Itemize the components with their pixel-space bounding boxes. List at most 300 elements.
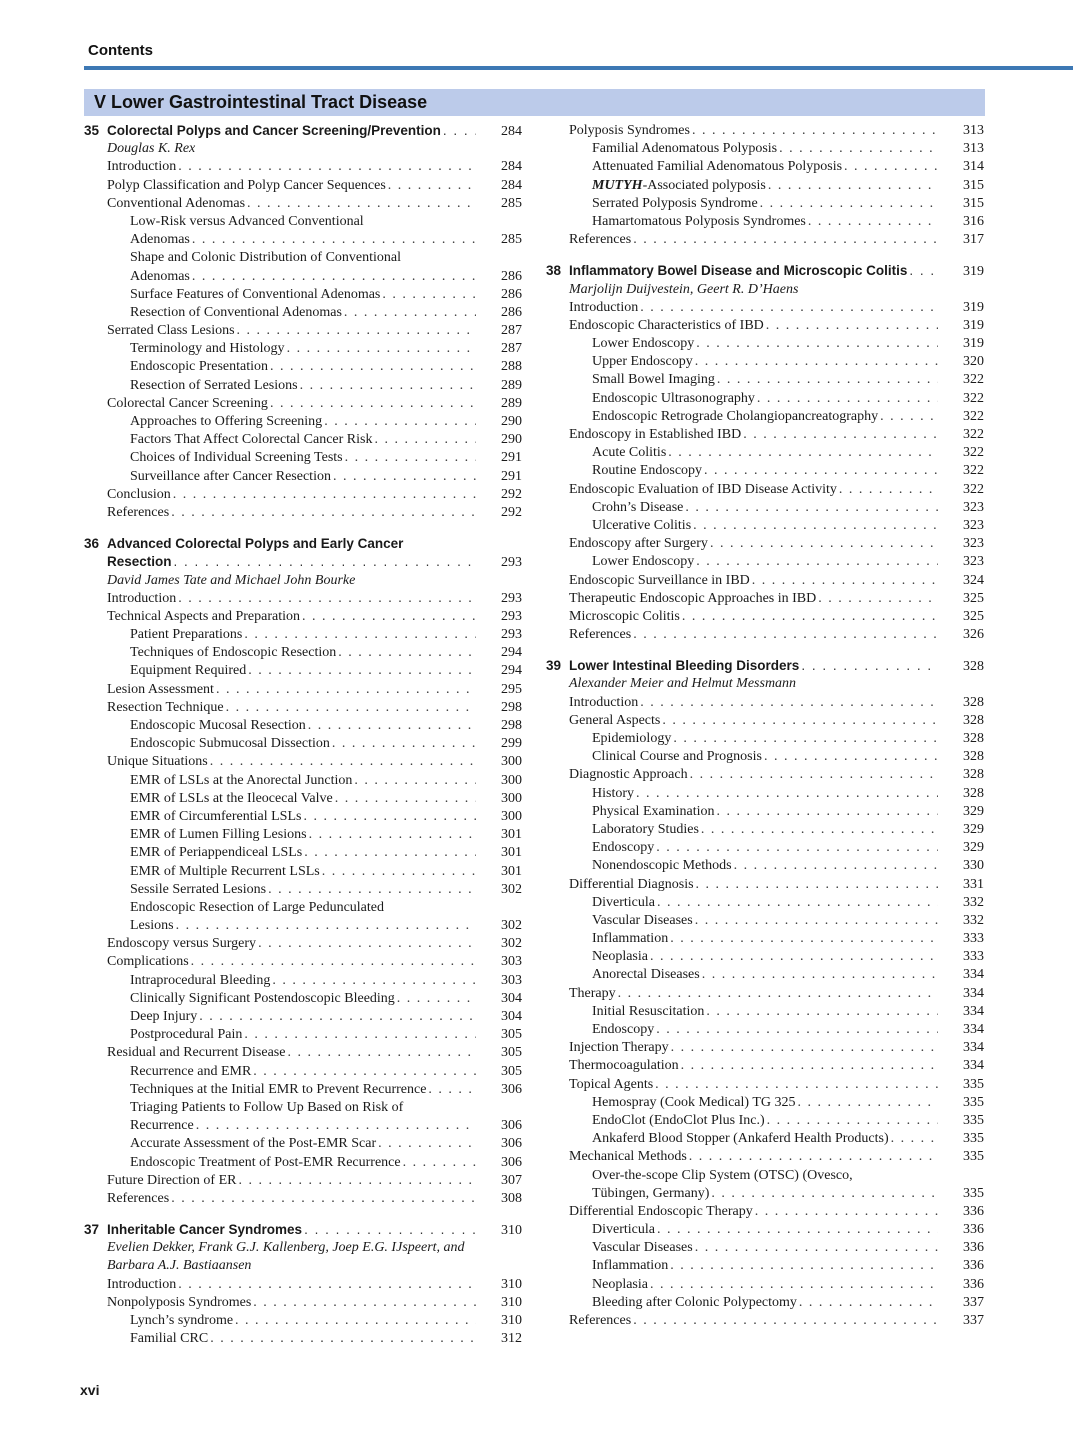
toc-section-entry[interactable] <box>546 1203 984 1221</box>
toc-entry-title: Unique Situations <box>107 754 208 770</box>
toc-subsection-entry[interactable] <box>84 1026 522 1044</box>
toc-subsection-entry[interactable] <box>84 808 522 826</box>
toc-page-number: 335 <box>963 1131 984 1147</box>
toc-subsection-entry[interactable] <box>84 917 522 935</box>
dot-leader <box>696 335 938 353</box>
toc-entry-title: Tübingen, Germany) <box>592 1185 710 1201</box>
section-gap <box>546 249 984 262</box>
toc-page-number: 333 <box>963 949 984 965</box>
toc-subsection-entry[interactable] <box>84 990 522 1008</box>
dot-leader <box>235 1312 476 1330</box>
toc-page-number: 317 <box>963 232 984 248</box>
dot-leader <box>734 857 938 875</box>
toc-section-entry[interactable] <box>546 231 984 249</box>
toc-page-number: 292 <box>501 504 522 520</box>
toc-page-number: 300 <box>501 754 522 770</box>
toc-section-entry[interactable] <box>546 299 984 317</box>
toc-entry-title: EMR of Multiple Recurrent LSLs <box>130 863 320 879</box>
toc-subsection-entry[interactable] <box>84 468 522 486</box>
toc-page-number: 325 <box>963 608 984 624</box>
toc-subsection-entry[interactable] <box>546 517 984 535</box>
dot-leader <box>332 735 476 753</box>
toc-section-entry[interactable] <box>546 572 984 590</box>
toc-subsection-entry[interactable] <box>546 1294 984 1312</box>
toc-entry-title: Familial Adenomatous Polyposis <box>592 141 778 157</box>
toc-page-number: 335 <box>963 1149 984 1165</box>
toc-subsection-entry[interactable] <box>546 1021 984 1039</box>
toc-section-entry[interactable] <box>84 1172 522 1190</box>
chapter-authors: Barbara A.J. Bastiaansen <box>107 1258 252 1274</box>
dot-leader <box>171 504 476 522</box>
toc-page-number: 337 <box>963 1294 984 1310</box>
toc-page-number: 303 <box>501 954 522 970</box>
toc-entry-title: Inflammation <box>592 1258 669 1274</box>
toc-entry-title: Crohn’s Disease <box>592 499 684 515</box>
chapter-number: 36 <box>84 536 100 552</box>
toc-page-number: 329 <box>963 803 984 819</box>
toc-subsection-entry[interactable] <box>546 1239 984 1257</box>
dot-leader <box>171 1190 476 1208</box>
toc-entry-title: Residual and Recurrent Disease <box>107 1045 286 1061</box>
toc-section-entry[interactable] <box>546 1076 984 1094</box>
dot-leader <box>880 408 938 426</box>
toc-entry-title: Neoplasia <box>592 949 648 965</box>
toc-page-number: 289 <box>501 377 522 393</box>
toc-column-right <box>546 122 984 1330</box>
dot-leader <box>706 1003 938 1021</box>
toc-page-number: 337 <box>963 1313 984 1328</box>
dot-leader <box>717 371 938 389</box>
toc-subsection-entry[interactable] <box>546 390 984 408</box>
dot-leader <box>199 1008 476 1026</box>
toc-page-number: 291 <box>501 468 522 484</box>
dot-leader <box>764 748 938 766</box>
toc-subsection-entry[interactable] <box>84 1008 522 1026</box>
toc-page-number: 323 <box>963 554 984 570</box>
dot-leader <box>655 1076 938 1094</box>
toc-subsection-entry[interactable] <box>84 772 522 790</box>
dot-leader <box>304 1221 476 1239</box>
toc-entry-title: Anorectal Diseases <box>592 967 700 983</box>
toc-subsection-entry[interactable] <box>546 1185 984 1203</box>
toc-section-entry[interactable] <box>84 1276 522 1294</box>
toc-subsection-entry[interactable] <box>546 1276 984 1294</box>
dot-leader <box>670 1257 938 1275</box>
dot-leader <box>716 803 938 821</box>
toc-subsection-entry[interactable] <box>546 335 984 353</box>
dot-leader <box>258 935 476 953</box>
dot-leader <box>818 590 938 608</box>
toc-chapter-entry[interactable] <box>84 1221 522 1239</box>
toc-subsection-entry[interactable] <box>546 821 984 839</box>
toc-subsection-entry[interactable] <box>546 748 984 766</box>
toc-page-number: 306 <box>501 1154 522 1170</box>
toc-section-entry[interactable] <box>546 712 984 730</box>
toc-page-number: 303 <box>501 972 522 988</box>
toc-entry-title: Endoscopic Characteristics of IBD <box>569 317 764 333</box>
toc-section-entry[interactable] <box>84 935 522 953</box>
toc-subsection-entry[interactable] <box>84 881 522 899</box>
toc-subsection-entry[interactable] <box>546 803 984 821</box>
toc-entry-title: Over-the-scope Clip System (OTSC) (Ovesco, <box>592 1167 853 1183</box>
toc-page-number: 304 <box>501 1009 522 1024</box>
toc-entry-title: Future Direction of ER <box>107 1172 237 1188</box>
toc-section-entry[interactable] <box>546 1312 984 1330</box>
toc-subsection-entry[interactable] <box>546 1130 984 1148</box>
toc-entry-title: Polyp Classification and Polyp Cancer Sequences <box>107 177 386 193</box>
toc-page-number: 310 <box>501 1276 522 1292</box>
toc-subsection-entry[interactable] <box>84 735 522 753</box>
toc-entry-title: Lower Intestinal Bleeding Disorders <box>569 658 800 674</box>
toc-subsection-entry[interactable] <box>546 408 984 426</box>
toc-section-entry[interactable] <box>84 158 522 176</box>
toc-entry-title: Diverticula <box>592 1222 655 1238</box>
toc-subsection-entry[interactable] <box>84 644 522 662</box>
toc-section-entry[interactable] <box>546 426 984 444</box>
toc-subsection-entry[interactable] <box>546 553 984 571</box>
toc-subsection-entry[interactable] <box>84 213 522 231</box>
dot-leader <box>695 912 938 930</box>
dot-leader <box>668 444 938 462</box>
toc-page-number: 310 <box>501 1223 522 1239</box>
toc-subsection-entry[interactable] <box>546 966 984 984</box>
toc-entry-title: Endoscopic Evaluation of IBD Disease Activity <box>569 481 837 497</box>
toc-page-number: 324 <box>963 572 984 588</box>
toc-section-entry[interactable] <box>84 322 522 340</box>
toc-page-number: 285 <box>501 232 522 248</box>
dot-leader <box>173 486 476 504</box>
toc-page-number: 335 <box>963 1185 984 1201</box>
toc-entry-title: Low-Risk versus Advanced Conventional <box>130 213 364 229</box>
chapter-authors: David James Tate and Michael John Bourke <box>107 572 356 588</box>
toc-entry-title: Neoplasia <box>592 1276 648 1292</box>
toc-entry-title: Endoscopy <box>592 1022 655 1037</box>
toc-page-number: 301 <box>501 827 522 843</box>
toc-entry-title: Topical Agents <box>569 1076 654 1092</box>
toc-subsection-entry[interactable] <box>546 213 984 231</box>
toc-subsection-entry[interactable] <box>84 1099 522 1117</box>
toc-subsection-entry[interactable] <box>546 948 984 966</box>
toc-page-number: 298 <box>501 718 522 733</box>
toc-page-number: 332 <box>963 894 984 910</box>
toc-subsection-entry[interactable] <box>84 1081 522 1099</box>
toc-section-entry[interactable] <box>84 1294 522 1312</box>
toc-entry-title: References <box>569 232 632 248</box>
toc-subsection-entry[interactable] <box>84 413 522 431</box>
toc-subsection-entry[interactable] <box>84 268 522 286</box>
toc-subsection-entry[interactable] <box>546 785 984 803</box>
dot-leader <box>178 590 476 608</box>
toc-subsection-entry[interactable] <box>84 1312 522 1330</box>
toc-entry-title: Serrated Polyposis Syndrome <box>592 195 758 211</box>
toc-chapter-entry[interactable] <box>546 262 984 280</box>
toc-subsection-entry[interactable] <box>84 1135 522 1153</box>
dot-leader <box>216 681 476 699</box>
toc-page-number: 302 <box>501 881 522 897</box>
toc-entry-title: Introduction <box>107 590 177 606</box>
toc-subsection-entry[interactable] <box>546 912 984 930</box>
toc-subsection-entry[interactable] <box>546 930 984 948</box>
toc-section-entry[interactable] <box>84 195 522 213</box>
toc-page-number: 287 <box>501 341 522 357</box>
toc-page-number: 322 <box>963 481 984 497</box>
dot-leader <box>844 158 938 176</box>
toc-entry-title: Serrated Class Lesions <box>107 323 235 339</box>
toc-page-number: 310 <box>501 1313 522 1328</box>
toc-subsection-entry[interactable] <box>84 304 522 322</box>
toc-subsection-entry[interactable] <box>84 1154 522 1172</box>
toc-section-entry[interactable] <box>84 1190 522 1208</box>
toc-page-number: 329 <box>963 840 984 856</box>
toc-subsection-entry[interactable] <box>84 1117 522 1135</box>
toc-entry-title: Vascular Diseases <box>592 912 693 928</box>
toc-entry-title: Endoscopy versus Surgery <box>107 936 257 952</box>
toc-section-entry[interactable] <box>84 753 522 771</box>
toc-entry-title: Familial CRC <box>130 1331 209 1347</box>
toc-section-entry[interactable] <box>546 626 984 644</box>
dot-leader <box>696 876 938 894</box>
toc-subsection-entry[interactable] <box>546 462 984 480</box>
toc-section-entry[interactable] <box>546 122 984 140</box>
toc-section-entry[interactable] <box>546 317 984 335</box>
section-gap <box>546 644 984 657</box>
toc-subsection-entry[interactable] <box>84 340 522 358</box>
dot-leader <box>303 808 476 826</box>
toc-entry-title: EMR of Periappendiceal LSLs <box>130 845 303 861</box>
toc-entry-title: Endoscopic Treatment of Post-EMR Recurrence <box>130 1154 401 1170</box>
section-gap <box>84 522 522 535</box>
toc-section-entry[interactable] <box>84 681 522 699</box>
toc-section-entry[interactable] <box>546 535 984 553</box>
toc-page-number: 319 <box>963 299 984 315</box>
dot-leader <box>345 449 476 467</box>
dot-leader <box>428 1081 476 1099</box>
toc-subsection-entry[interactable] <box>546 177 984 195</box>
toc-entry-title: Colorectal Cancer Screening <box>107 395 268 411</box>
toc-entry-title: Equipment Required <box>130 663 247 679</box>
toc-subsection-entry[interactable] <box>546 1094 984 1112</box>
toc-subsection-entry[interactable] <box>546 857 984 875</box>
toc-subsection-entry[interactable] <box>546 444 984 462</box>
toc-entry-title: Lower Endoscopy <box>592 554 695 570</box>
toc-entry-title: Inflammatory Bowel Disease and Microscopic Colitis <box>569 263 908 279</box>
toc-entry-title: MUTYH-Associated polyposis <box>592 177 766 193</box>
toc-chapter-entry[interactable] <box>84 535 522 553</box>
toc-section-entry[interactable] <box>546 1057 984 1075</box>
toc-subsection-entry[interactable] <box>84 662 522 680</box>
toc-page-number: 328 <box>963 749 984 765</box>
toc-section-entry[interactable] <box>546 608 984 626</box>
toc-page-number: 335 <box>963 1076 984 1092</box>
toc-entry-title: Resection Technique <box>107 699 224 715</box>
dot-leader <box>743 426 938 444</box>
toc-subsection-entry[interactable] <box>84 231 522 249</box>
toc-page-number: 300 <box>501 808 522 824</box>
dot-leader <box>657 894 938 912</box>
toc-page-number: 313 <box>963 141 984 157</box>
toc-page-number: 315 <box>963 195 984 211</box>
toc-section-entry[interactable] <box>546 590 984 608</box>
toc-subsection-entry[interactable] <box>546 1112 984 1130</box>
dot-leader <box>682 608 938 626</box>
header-rule <box>84 66 1073 70</box>
toc-subsection-entry[interactable] <box>546 1167 984 1185</box>
toc-entry-title: Hemospray (Cook Medical) TG 325 <box>592 1094 796 1110</box>
toc-page-number: 301 <box>501 863 522 879</box>
dot-leader <box>354 772 476 790</box>
dot-leader <box>636 785 938 803</box>
toc-subsection-entry[interactable] <box>84 863 522 881</box>
toc-subsection-entry[interactable] <box>546 195 984 213</box>
dot-leader <box>656 1021 938 1039</box>
toc-subsection-entry[interactable] <box>84 449 522 467</box>
toc-page-number: 286 <box>501 268 522 284</box>
toc-section-entry[interactable] <box>84 608 522 626</box>
dot-leader <box>650 1276 938 1294</box>
toc-page-number: 307 <box>501 1172 522 1188</box>
toc-subsection-entry[interactable] <box>84 717 522 735</box>
toc-section-entry[interactable] <box>84 486 522 504</box>
toc-page-number: 334 <box>963 1003 984 1019</box>
toc-entry-title: Endoscopic Surveillance in IBD <box>569 572 750 588</box>
toc-subsection-entry[interactable] <box>546 839 984 857</box>
toc-entry-title: Terminology and Histology <box>130 341 285 357</box>
toc-subsection-entry[interactable] <box>84 358 522 376</box>
toc-section-entry[interactable] <box>546 1148 984 1166</box>
toc-section-entry[interactable] <box>546 481 984 499</box>
dot-leader <box>210 1330 476 1348</box>
chapter-authors: Alexander Meier and Helmut Messmann <box>569 676 797 692</box>
toc-subsection-entry[interactable] <box>546 894 984 912</box>
dot-leader <box>767 1112 938 1130</box>
toc-entry-title: Introduction <box>569 694 639 710</box>
toc-entry-title: Adenomas <box>130 232 190 248</box>
toc-page-number: 333 <box>963 931 984 947</box>
toc-page-number: 322 <box>963 463 984 479</box>
dot-leader <box>378 1135 476 1153</box>
toc-entry-title: Intraprocedural Bleeding <box>130 972 271 988</box>
toc-subsection-entry[interactable] <box>546 1003 984 1021</box>
toc-subsection-entry[interactable] <box>84 1063 522 1081</box>
dot-leader <box>768 177 938 195</box>
toc-entry-title: Microscopic Colitis <box>569 608 680 624</box>
toc-chapter-entry[interactable] <box>546 657 984 675</box>
toc-subsection-entry[interactable] <box>84 626 522 644</box>
toc-entry-title: Patient Preparations <box>130 627 243 643</box>
dot-leader <box>633 1312 938 1330</box>
toc-page-number: 330 <box>963 858 984 874</box>
toc-entry-title: Endoscopy <box>592 840 655 856</box>
toc-subsection-entry[interactable] <box>84 377 522 395</box>
toc-page-number: 305 <box>501 1027 522 1043</box>
toc-subsection-entry[interactable] <box>546 730 984 748</box>
toc-entry-title: Introduction <box>569 299 639 315</box>
toc-section-entry[interactable] <box>84 1044 522 1062</box>
toc-section-entry[interactable] <box>84 953 522 971</box>
toc-section-entry[interactable] <box>546 1039 984 1057</box>
toc-entry-title: Diagnostic Approach <box>569 767 688 783</box>
toc-entry-title: Adenomas <box>130 268 190 284</box>
toc-section-entry[interactable] <box>84 395 522 413</box>
toc-section-entry[interactable] <box>546 694 984 712</box>
toc-section-entry[interactable] <box>84 590 522 608</box>
toc-subsection-entry[interactable] <box>546 140 984 158</box>
dot-leader <box>253 1063 476 1081</box>
toc-page-number: 336 <box>963 1222 984 1238</box>
toc-subsection-entry[interactable] <box>84 286 522 304</box>
toc-subsection-entry[interactable] <box>84 249 522 267</box>
toc-entry-title: Mechanical Methods <box>569 1149 687 1165</box>
toc-subsection-entry[interactable] <box>546 158 984 176</box>
dot-leader <box>702 966 938 984</box>
toc-section-entry[interactable] <box>84 177 522 195</box>
toc-page-number: 312 <box>501 1331 522 1347</box>
dot-leader <box>287 340 476 358</box>
toc-subsection-entry[interactable] <box>546 371 984 389</box>
toc-entry-title: Endoscopic Retrograde Cholangiopancreatography <box>592 408 879 424</box>
dot-leader <box>210 753 476 771</box>
dot-leader <box>443 122 476 140</box>
toc-chapter-entry[interactable] <box>84 122 522 140</box>
toc-section-entry[interactable] <box>84 504 522 522</box>
toc-subsection-entry[interactable] <box>84 790 522 808</box>
dot-leader <box>191 953 476 971</box>
dot-leader <box>640 299 938 317</box>
toc-page-number: 293 <box>501 627 522 643</box>
toc-subsection-entry[interactable] <box>546 1221 984 1239</box>
toc-subsection-entry[interactable] <box>84 1330 522 1348</box>
dot-leader <box>695 1239 938 1257</box>
dot-leader <box>685 499 938 517</box>
toc-subsection-entry[interactable] <box>84 431 522 449</box>
toc-page-number: 328 <box>963 659 984 675</box>
toc-section-entry[interactable] <box>84 699 522 717</box>
toc-subsection-entry[interactable] <box>546 499 984 517</box>
toc-entry-title: Introduction <box>107 1276 177 1292</box>
toc-section-entry[interactable] <box>546 876 984 894</box>
toc-page-number: 287 <box>501 323 522 339</box>
toc-section-entry[interactable] <box>546 985 984 1003</box>
dot-leader <box>696 553 938 571</box>
toc-entry-title: Surveillance after Cancer Resection <box>130 468 331 484</box>
toc-entry-title: Therapeutic Endoscopic Approaches in IBD <box>569 590 817 606</box>
toc-section-entry[interactable] <box>546 766 984 784</box>
toc-page-number: 301 <box>501 845 522 861</box>
toc-subsection-entry[interactable] <box>84 972 522 990</box>
dot-leader <box>797 1094 938 1112</box>
chapter-number: 39 <box>546 658 562 674</box>
dot-leader <box>689 1148 938 1166</box>
toc-subsection-entry[interactable] <box>84 899 522 917</box>
toc-entry-title: Techniques at the Initial EMR to Prevent Recurrence <box>130 1081 427 1097</box>
toc-entry-title: Resection <box>107 554 172 570</box>
dot-leader <box>338 644 476 662</box>
toc-chapter-entry[interactable] <box>84 553 522 571</box>
toc-page-number: 334 <box>963 985 984 1001</box>
toc-entry-title: References <box>569 627 632 643</box>
toc-entry-title: References <box>107 1190 170 1206</box>
toc-page-number: 295 <box>501 681 522 697</box>
toc-subsection-entry[interactable] <box>546 1257 984 1275</box>
toc-subsection-entry[interactable] <box>546 353 984 371</box>
toc-entry-title: Approaches to Offering Screening <box>130 414 323 429</box>
toc-page-number: 323 <box>963 499 984 515</box>
toc-page-number: 336 <box>963 1203 984 1219</box>
toc-page-number: 322 <box>963 427 984 442</box>
toc-subsection-entry[interactable] <box>84 826 522 844</box>
toc-subsection-entry[interactable] <box>84 844 522 862</box>
toc-page-number: 310 <box>501 1294 522 1310</box>
